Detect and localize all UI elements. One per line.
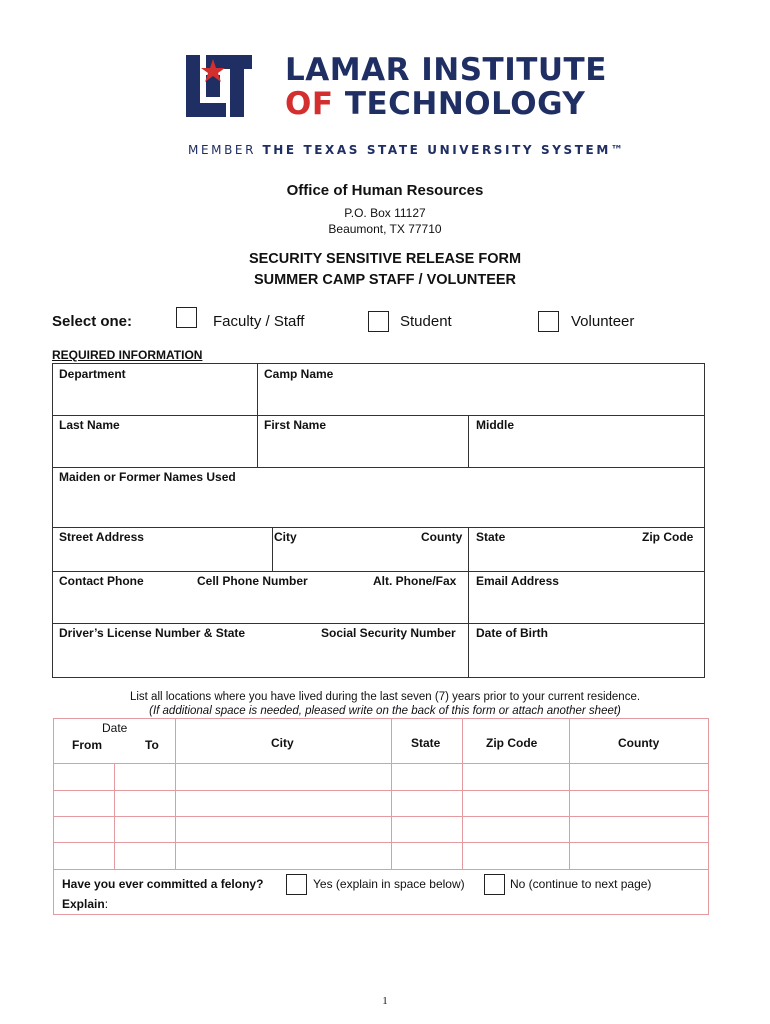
- residence-table: [53, 718, 709, 915]
- institution-name-line1: LAMAR INSTITUTE: [285, 52, 607, 88]
- volunteer-checkbox[interactable]: [538, 311, 559, 332]
- institution-technology: TECHNOLOGY: [344, 86, 586, 122]
- last-name-label: Last Name: [59, 418, 120, 432]
- member-line: [188, 143, 625, 157]
- faculty-staff-checkbox[interactable]: [176, 307, 197, 328]
- form-title-line2: SUMMER CAMP STAFF / VOLUNTEER: [253, 272, 517, 288]
- required-info-heading: REQUIRED INFORMATION: [52, 348, 203, 362]
- zip-code-header: Zip Code: [486, 736, 538, 750]
- state-header: State: [411, 736, 441, 750]
- felony-yes-checkbox[interactable]: [286, 874, 307, 895]
- email-label: Email Address: [476, 574, 559, 588]
- first-name-label: First Name: [264, 418, 327, 432]
- page-number: 1: [382, 995, 388, 1007]
- ssn-label: Social Security Number: [321, 626, 456, 640]
- residence-row[interactable]: [54, 764, 708, 790]
- date-header: Date: [102, 721, 128, 735]
- state-label: State: [476, 530, 506, 544]
- institution-name-line2: [285, 87, 585, 121]
- camp-name-label: Camp Name: [264, 367, 334, 381]
- address-line1: P.O. Box 11127: [344, 206, 426, 220]
- alt-phone-label: Alt. Phone/Fax: [373, 574, 457, 588]
- felony-no-checkbox[interactable]: [484, 874, 505, 895]
- lit-logo: [186, 55, 252, 117]
- contact-phone-label: Contact Phone: [59, 574, 144, 588]
- volunteer-label: Volunteer: [571, 313, 635, 330]
- felony-question: Have you ever committed a felony?: [62, 877, 264, 891]
- felony-no-label: No (continue to next page): [510, 877, 652, 891]
- member-prefix: MEMBER: [188, 143, 257, 157]
- dob-label: Date of Birth: [476, 626, 548, 640]
- street-address-label: Street Address: [59, 530, 144, 544]
- middle-label: Middle: [476, 418, 514, 432]
- residence-instruction-note: (If additional space is needed, pleased write on the back of this form or attach another sheet): [149, 705, 621, 717]
- residence-row[interactable]: [54, 843, 708, 869]
- faculty-staff-label: Faculty / Staff: [213, 313, 305, 330]
- cell-phone-label: Cell Phone Number: [197, 574, 308, 588]
- residence-instruction: List all locations where you have lived during the last seven (7) years prior to your current residence.: [129, 691, 641, 703]
- form-title-line1: SECURITY SENSITIVE RELEASE FORM: [248, 251, 522, 267]
- student-label: Student: [400, 313, 452, 330]
- county-header: County: [618, 736, 660, 750]
- institution-of: OF: [285, 86, 334, 122]
- explain-label: [62, 897, 108, 911]
- office-name: Office of Human Resources: [286, 182, 484, 199]
- select-one-label: Select one:: [52, 313, 133, 330]
- city-label: City: [274, 530, 297, 544]
- required-info-grid: [52, 363, 705, 678]
- residence-row[interactable]: [54, 817, 708, 842]
- student-checkbox[interactable]: [368, 311, 389, 332]
- from-header: From: [72, 738, 102, 752]
- explain-text: Explain: [62, 897, 105, 911]
- address-line2: Beaumont, TX 77710: [328, 222, 442, 236]
- county-label: County: [421, 530, 463, 544]
- to-header: To: [145, 738, 159, 752]
- zip-code-label: Zip Code: [642, 530, 694, 544]
- residence-row[interactable]: [54, 791, 708, 816]
- city-header: City: [271, 736, 294, 750]
- member-system: THE TEXAS STATE UNIVERSITY SYSTEM™: [262, 143, 626, 157]
- maiden-names-label: Maiden or Former Names Used: [59, 470, 236, 484]
- explain-colon: :: [104, 897, 109, 911]
- explain-field[interactable]: [124, 895, 704, 913]
- felony-yes-label: Yes (explain in space below): [313, 877, 465, 891]
- drivers-license-label: Driver’s License Number & State: [59, 626, 246, 640]
- department-label: Department: [59, 367, 126, 381]
